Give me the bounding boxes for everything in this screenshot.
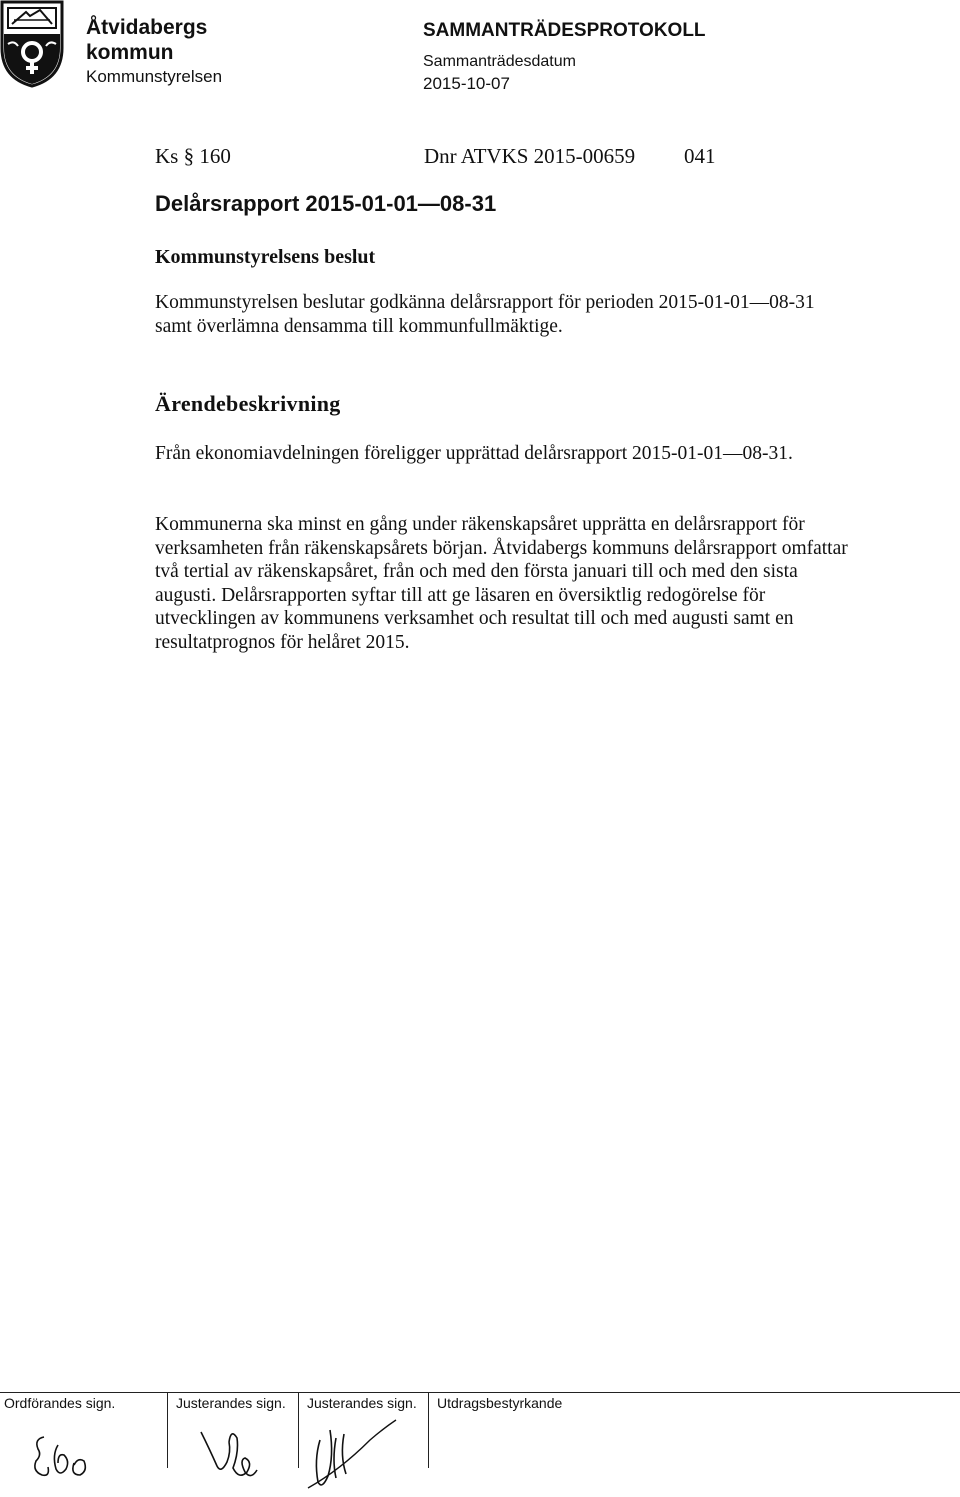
description-heading: Ärendebeskrivning (155, 391, 341, 416)
adjuster1-initials-signature (195, 1418, 275, 1488)
archive-code: 041 (684, 144, 716, 168)
municipal-coat-of-arms-icon (0, 0, 64, 88)
signature-column-divider (428, 1392, 429, 1468)
diary-number: Dnr ATVKS 2015-00659 (424, 144, 636, 168)
signature-column-divider (167, 1392, 168, 1468)
org-department: Kommunstyrelsen (86, 67, 223, 86)
extract-certification-label: Utdragsbestyrkande (437, 1395, 563, 1411)
adjuster2-signature-label: Justerandes sign. (307, 1395, 417, 1411)
paragraph-reference: Ks § 160 (155, 144, 231, 168)
document-title: Delårsrapport 2015-01-01—08-31 (155, 191, 497, 216)
adjuster2-initials-signature (300, 1410, 410, 1495)
org-name-line2: kommun (86, 41, 174, 64)
signature-table-top-border (0, 1392, 960, 1393)
signature-column-divider (298, 1392, 299, 1468)
chair-initials-signature (30, 1425, 110, 1485)
decision-text: Kommunstyrelsen beslutar godkänna delårsrapport för perioden 2015-01-01—08-31 samt överlämna densamma till kommunfullmäktige. (155, 292, 815, 337)
meeting-date-value: 2015-10-07 (423, 74, 510, 93)
meeting-date-label: Sammanträdesdatum (423, 53, 576, 70)
decision-heading: Kommunstyrelsens beslut (155, 246, 376, 268)
protocol-title: SAMMANTRÄDESPROTOKOLL (423, 20, 706, 41)
description-paragraph-1: Från ekonomiavdelningen föreligger upprättad delårsrapport 2015-01-01—08-31. (155, 443, 793, 464)
description-paragraph-2: Kommunerna ska minst en gång under räkenskapsåret upprätta en delårsrapport för verksamheten från räkenskapsårets början. Åtvidabergs kommuns delårsrapport omfattar två tertial av räkenskapsåret, från och med den första januari till och med den sista augusti. Delårsrapporten syftar till att ge läsaren en översiktlig redogörelse för utvecklingen av kommunens verksamhet och resultat till och med augusti samt en resultatprognos för helåret 2015. (155, 514, 848, 653)
chair-signature-label: Ordförandes sign. (4, 1395, 116, 1411)
org-name-line1: Åtvidabergs (86, 16, 208, 39)
adjuster1-signature-label: Justerandes sign. (176, 1395, 286, 1411)
